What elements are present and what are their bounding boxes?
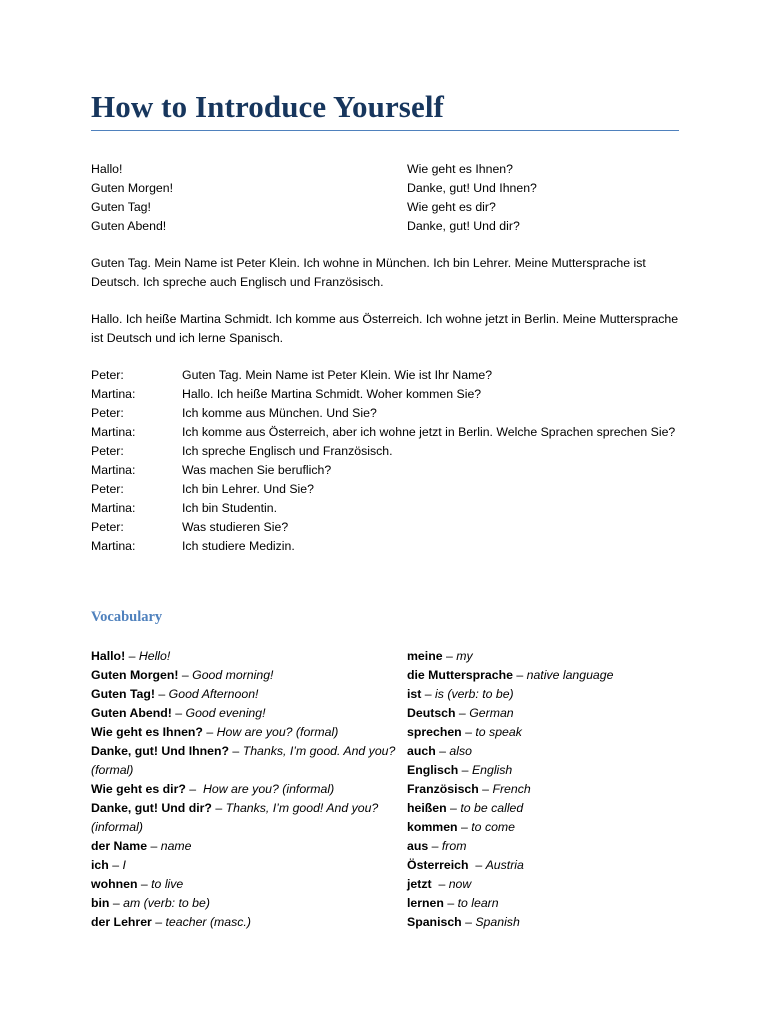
- vocabulary-english: to live: [151, 877, 184, 892]
- vocabulary-german: wohnen: [91, 877, 138, 892]
- vocabulary-separator: –: [178, 668, 193, 683]
- dialogue-speaker: Peter:: [91, 406, 124, 421]
- vocabulary-left-column: [91, 647, 407, 932]
- vocabulary-separator: –: [478, 782, 493, 797]
- dialogue-line: Ich bin Studentin.: [182, 501, 278, 516]
- greeting-line: Guten Tag!: [91, 200, 151, 215]
- vocabulary-separator: –: [211, 801, 226, 816]
- dialogue-speaker: Peter:: [91, 368, 124, 383]
- page-title: How to Introduce Yourself: [91, 90, 679, 131]
- vocabulary-entry: [407, 856, 679, 875]
- vocabulary-separator: –: [431, 877, 449, 892]
- document-page: [91, 80, 679, 932]
- vocabulary-separator: –: [147, 839, 161, 854]
- vocabulary-english: Hello!: [138, 649, 171, 664]
- intro-paragraph-martina: Hallo. Ich heiße Martina Schmidt. Ich komme aus Österreich. Ich wohne jetzt in Berlin. Meine Muttersprache ist Deutsch und ich lerne Spanisch.: [91, 312, 679, 346]
- dialogue-speaker: Martina:: [91, 539, 136, 554]
- vocabulary-german: meine: [407, 649, 443, 664]
- vocabulary-separator: –: [229, 744, 243, 759]
- vocabulary-english: Good morning!: [192, 668, 274, 683]
- vocabulary-german: heißen: [407, 801, 447, 816]
- vocabulary-heading: Vocabulary: [91, 609, 163, 626]
- dialogue-speaker: Martina:: [91, 425, 136, 440]
- vocabulary-german: Wie geht es Ihnen?: [91, 725, 203, 740]
- vocabulary-english: am (verb: to be): [123, 896, 210, 911]
- vocabulary-german: Spanisch: [407, 915, 462, 930]
- vocabulary-german: Hallo!: [91, 649, 126, 664]
- dialogue-line: Ich spreche Englisch und Französisch.: [182, 444, 393, 459]
- vocabulary-entry: [407, 742, 679, 761]
- vocabulary-entry: [91, 704, 407, 723]
- vocabulary-section: [91, 647, 679, 932]
- vocabulary-separator: –: [137, 877, 152, 892]
- vocabulary-english: native language: [526, 668, 614, 683]
- dialogue-line: Ich komme aus Österreich, aber ich wohne jetzt in Berlin. Welche Sprachen sprechen Sie?: [182, 425, 676, 440]
- dialogue-line: Hallo. Ich heiße Martina Schmidt. Woher kommen Sie?: [182, 387, 482, 402]
- vocabulary-entry: [407, 780, 679, 799]
- vocabulary-english: to learn: [457, 896, 499, 911]
- vocabulary-german: Guten Abend!: [91, 706, 172, 721]
- vocabulary-separator: –: [442, 649, 457, 664]
- vocabulary-english: I: [122, 858, 126, 873]
- vocabulary-separator: –: [512, 668, 527, 683]
- vocabulary-entry: [91, 894, 407, 913]
- vocabulary-separator: –: [455, 706, 470, 721]
- vocabulary-english: English: [471, 763, 513, 778]
- vocabulary-english: German: [469, 706, 514, 721]
- dialogue-speaker: Peter:: [91, 444, 124, 459]
- vocabulary-english: is (verb: to be): [435, 687, 514, 702]
- vocabulary-entry: [91, 666, 407, 685]
- vocabulary-right-column: [407, 647, 679, 932]
- vocabulary-english: Spanish: [475, 915, 520, 930]
- vocabulary-english: How are you? (formal): [216, 725, 339, 740]
- vocabulary-german: Deutsch: [407, 706, 456, 721]
- vocabulary-separator: –: [202, 725, 217, 740]
- vocabulary-german: Österreich: [407, 858, 469, 873]
- vocabulary-entry: [91, 837, 407, 856]
- dialogue-row: [91, 385, 679, 404]
- vocabulary-german: Guten Tag!: [91, 687, 155, 702]
- vocabulary-separator: –: [461, 725, 476, 740]
- dialogue-row: [91, 537, 679, 556]
- vocabulary-entry: [407, 837, 679, 856]
- dialogue-row: [91, 423, 679, 442]
- vocabulary-entry: [407, 894, 679, 913]
- vocabulary-english: to come: [471, 820, 516, 835]
- vocabulary-separator: –: [468, 858, 486, 873]
- dialogue-speaker: Martina:: [91, 387, 136, 402]
- vocabulary-german: der Lehrer: [91, 915, 152, 930]
- vocabulary-entry: [91, 723, 407, 742]
- vocabulary-german: Wie geht es dir?: [91, 782, 186, 797]
- vocabulary-entry: [407, 685, 679, 704]
- vocabulary-entry: [91, 647, 407, 666]
- dialogue-speaker: Martina:: [91, 463, 136, 478]
- vocabulary-german: der Name: [91, 839, 148, 854]
- dialogue-line: Was machen Sie beruflich?: [182, 463, 332, 478]
- dialogue-line: Ich komme aus München. Und Sie?: [182, 406, 377, 421]
- vocabulary-english: French: [492, 782, 531, 797]
- vocabulary-separator: –: [185, 782, 203, 797]
- vocabulary-entry: [407, 875, 679, 894]
- vocabulary-entry: [407, 704, 679, 723]
- vocabulary-english: now: [448, 877, 472, 892]
- intro-paragraph-peter: Guten Tag. Mein Name ist Peter Klein. Ich wohne in München. Ich bin Lehrer. Meine Muttersprache ist Deutsch. Ich spreche auch Englisch und Französisch.: [91, 256, 646, 290]
- vocabulary-separator: –: [171, 706, 186, 721]
- vocabulary-german: auch: [407, 744, 436, 759]
- vocabulary-german: lernen: [407, 896, 444, 911]
- vocabulary-german: Danke, gut! Und Ihnen?: [91, 744, 229, 759]
- dialogue-section: [91, 366, 679, 556]
- vocabulary-separator: –: [151, 915, 166, 930]
- vocabulary-entry: [407, 723, 679, 742]
- greeting-line: Danke, gut! Und Ihnen?: [407, 181, 537, 196]
- greeting-line: Guten Abend!: [91, 219, 167, 234]
- vocabulary-separator: –: [428, 839, 442, 854]
- vocabulary-entry: [91, 685, 407, 704]
- greeting-line: Danke, gut! Und dir?: [407, 219, 520, 234]
- greeting-line: Wie geht es dir?: [407, 200, 496, 215]
- vocabulary-separator: –: [446, 801, 461, 816]
- dialogue-row: [91, 518, 679, 537]
- vocabulary-german: Danke, gut! Und dir?: [91, 801, 212, 816]
- dialogue-line: Was studieren Sie?: [182, 520, 289, 535]
- dialogue-row: [91, 499, 679, 518]
- dialogue-row: [91, 404, 679, 423]
- vocabulary-english: my: [456, 649, 473, 664]
- greeting-line: Hallo!: [91, 162, 123, 177]
- vocabulary-entry: [407, 799, 679, 818]
- vocabulary-entry: [91, 742, 407, 780]
- vocabulary-entry: [407, 818, 679, 837]
- dialogue-speaker: Peter:: [91, 482, 124, 497]
- vocabulary-german: ist: [407, 687, 422, 702]
- dialogue-speaker: Martina:: [91, 501, 136, 516]
- vocabulary-entry: [407, 666, 679, 685]
- vocabulary-separator: –: [435, 744, 450, 759]
- greetings-section: [91, 160, 679, 236]
- vocabulary-separator: –: [125, 649, 139, 664]
- vocabulary-separator: –: [457, 820, 472, 835]
- dialogue-row: [91, 442, 679, 461]
- vocabulary-separator: –: [461, 915, 476, 930]
- vocabulary-english: Thanks, I’m good. And you? (formal): [91, 744, 396, 778]
- vocabulary-english: Good Afternoon!: [168, 687, 259, 702]
- vocabulary-entry: [407, 761, 679, 780]
- dialogue-speaker: Peter:: [91, 520, 124, 535]
- vocabulary-entry: [91, 913, 407, 932]
- vocabulary-separator: –: [458, 763, 472, 778]
- vocabulary-entry: [407, 913, 679, 932]
- dialogue-row: [91, 366, 679, 385]
- greetings-right-column: [407, 160, 679, 236]
- greeting-line: Wie geht es Ihnen?: [407, 162, 513, 177]
- vocabulary-english: teacher (masc.): [165, 915, 251, 930]
- dialogue-line: Guten Tag. Mein Name ist Peter Klein. Wie ist Ihr Name?: [182, 368, 493, 383]
- vocabulary-separator: –: [154, 687, 169, 702]
- vocabulary-english: name: [160, 839, 192, 854]
- vocabulary-english: also: [449, 744, 472, 759]
- vocabulary-english: from: [441, 839, 467, 854]
- vocabulary-german: ich: [91, 858, 109, 873]
- greetings-left-column: [91, 160, 407, 236]
- vocabulary-german: Französisch: [407, 782, 479, 797]
- vocabulary-english: How are you? (informal): [202, 782, 335, 797]
- dialogue-row: [91, 480, 679, 499]
- vocabulary-entry: [91, 799, 407, 837]
- vocabulary-german: Englisch: [407, 763, 459, 778]
- vocabulary-separator: –: [109, 896, 124, 911]
- dialogue-line: Ich bin Lehrer. Und Sie?: [182, 482, 314, 497]
- vocabulary-english: to be called: [460, 801, 524, 816]
- dialogue-line: Ich studiere Medizin.: [182, 539, 295, 554]
- vocabulary-english: to speak: [475, 725, 522, 740]
- vocabulary-german: kommen: [407, 820, 458, 835]
- vocabulary-english: Thanks, I’m good! And you? (informal): [91, 801, 379, 835]
- vocabulary-english: Austria: [485, 858, 524, 873]
- vocabulary-separator: –: [443, 896, 458, 911]
- vocabulary-entry: [91, 856, 407, 875]
- greeting-line: Guten Morgen!: [91, 181, 174, 196]
- dialogue-row: [91, 461, 679, 480]
- vocabulary-separator: –: [421, 687, 436, 702]
- vocabulary-german: jetzt: [407, 877, 432, 892]
- vocabulary-german: die Muttersprache: [407, 668, 513, 683]
- vocabulary-german: aus: [407, 839, 429, 854]
- vocabulary-german: Guten Morgen!: [91, 668, 179, 683]
- vocabulary-german: bin: [91, 896, 110, 911]
- vocabulary-german: sprechen: [407, 725, 462, 740]
- vocabulary-english: Good evening!: [185, 706, 266, 721]
- vocabulary-separator: –: [108, 858, 123, 873]
- vocabulary-entry: [91, 875, 407, 894]
- vocabulary-entry: [407, 647, 679, 666]
- vocabulary-entry: [91, 780, 407, 799]
